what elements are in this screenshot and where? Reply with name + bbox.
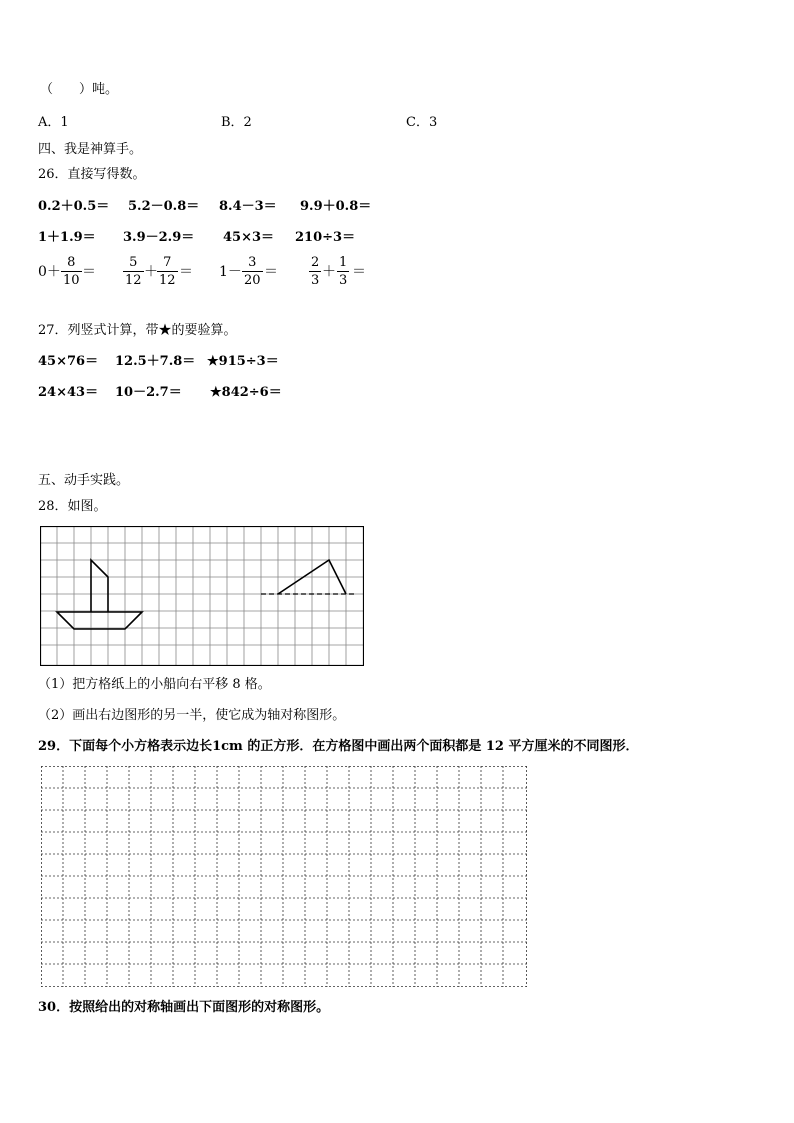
- q26-r2-e4: 210÷3＝: [295, 230, 356, 245]
- numerator: 8: [67, 255, 76, 270]
- q26-r3-e4-op: ＋: [322, 264, 336, 280]
- q26-r3-e3-equals: ＝: [264, 264, 278, 280]
- q30-title: 30．按照给出的对称轴画出下面图形的对称图形。: [38, 1000, 330, 1015]
- q26-r3-e4-fraction-2: [337, 255, 349, 288]
- q28-title: 28．如图。: [38, 499, 107, 514]
- numerator: 1: [339, 255, 348, 270]
- q27-r1-e1: 45×76＝: [38, 354, 99, 369]
- q26-r1-e3: 8.4－3＝: [219, 199, 277, 214]
- fraction-bar: [123, 271, 144, 272]
- fraction-bar: [337, 271, 349, 272]
- q26-r3-e1-lead: 0＋: [38, 264, 61, 280]
- section-4-heading: 四、我是神算手。: [38, 142, 143, 157]
- q27-r1-e2: 12.5＋7.8＝: [115, 354, 196, 369]
- q26-r1-e4: 9.9＋0.8＝: [300, 199, 372, 214]
- q26-r3-e3-lead: 1－: [219, 264, 242, 280]
- q25-option-c[interactable]: C．3: [406, 115, 438, 130]
- q26-r3-e1-fraction: [61, 255, 82, 288]
- q27-r2-e2: 10－2.7＝: [115, 385, 182, 400]
- q25-option-b[interactable]: B．2: [221, 115, 252, 130]
- denominator: 3: [311, 273, 320, 288]
- q28-part1: （1）把方格纸上的小船向右平移 8 格。: [38, 677, 271, 692]
- q26-r2-e2: 3.9－2.9＝: [123, 230, 195, 245]
- section-5-heading: 五、动手实践。: [38, 473, 130, 488]
- fraction-bar: [157, 271, 178, 272]
- denominator: 3: [339, 273, 348, 288]
- dotted-grid-lines: [41, 766, 527, 987]
- q26-r3-e2-equals: ＝: [179, 264, 193, 280]
- q26-r3-e2-op: ＋: [144, 264, 158, 280]
- q27-r2-e1: 24×43＝: [38, 385, 99, 400]
- q26-r3-e2-fraction-1: [123, 255, 144, 288]
- q28-part2: （2）画出右边图形的另一半，使它成为轴对称图形。: [38, 708, 346, 723]
- q26-r1-e1: 0.2＋0.5＝: [38, 199, 110, 214]
- q26-r2-e1: 1＋1.9＝: [38, 230, 96, 245]
- denominator: 12: [159, 273, 176, 288]
- q27-r1-e3: ★915÷3＝: [207, 354, 279, 369]
- numerator: 7: [163, 255, 172, 270]
- q25-blank-text: （ ）吨。: [40, 82, 119, 97]
- fraction-bar: [61, 271, 82, 272]
- denominator: 20: [244, 273, 261, 288]
- q25-option-a[interactable]: A．1: [38, 115, 69, 130]
- boat-shape: [57, 560, 142, 629]
- q26-r3-e2-fraction-2: [157, 255, 178, 288]
- q26-r3-e4-fraction-1: [309, 255, 321, 288]
- fraction-bar: [242, 271, 263, 272]
- numerator: 5: [129, 255, 138, 270]
- q27-r2-e3: ★842÷6＝: [210, 385, 282, 400]
- q26-r2-e3: 45×3＝: [223, 230, 275, 245]
- grid-lines: [40, 526, 364, 666]
- numerator: 3: [248, 255, 257, 270]
- q29-dotted-grid[interactable]: [41, 766, 527, 987]
- q26-r3-e3-fraction: [242, 255, 263, 288]
- fraction-bar: [309, 271, 321, 272]
- q29-title: 29．下面每个小方格表示边长1cm 的正方形．在方格图中画出两个面积都是 12 平方厘米的不同图形．: [38, 739, 639, 754]
- denominator: 12: [125, 273, 142, 288]
- q27-title: 27．列竖式计算，带★的要验算。: [38, 323, 237, 338]
- q28-grid-figure[interactable]: [40, 526, 364, 666]
- q26-r3-e4-equals: ＝: [352, 264, 366, 280]
- denominator: 10: [63, 273, 80, 288]
- q26-r1-e2: 5.2－0.8＝: [128, 199, 200, 214]
- q26-r3-e1-equals: ＝: [82, 264, 96, 280]
- q26-title: 26．直接写得数。: [38, 167, 146, 182]
- numerator: 2: [311, 255, 320, 270]
